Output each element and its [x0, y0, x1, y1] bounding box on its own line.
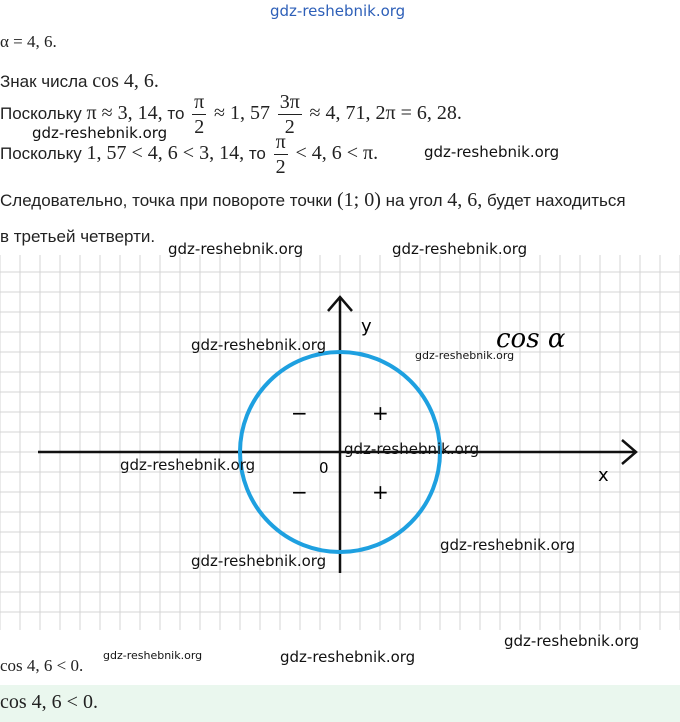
quadrant-4-sign: + [372, 480, 389, 504]
answer-text: cos 4, 6 < 0. [0, 691, 98, 713]
watermark: gdz-reshebnik.org [280, 648, 416, 666]
watermark: gdz-reshebnik.org [191, 336, 327, 354]
quadrant-1-sign: + [372, 401, 389, 425]
fraction-denominator: 2 [194, 116, 205, 138]
fraction-numerator: 3π [279, 91, 300, 113]
since-word: Поскольку [0, 143, 82, 163]
unit-circle-diagram [0, 255, 680, 630]
sign-label: Знак числа [0, 72, 88, 91]
pi-approx: π ≈ 3, 14, [86, 101, 163, 124]
watermark: gdz-reshebnik.org [32, 124, 168, 142]
sign-expr: cos 4, 6. [92, 70, 159, 92]
pi-over-two [274, 132, 288, 177]
pi-over-two [192, 92, 206, 137]
quadrant-2-sign: − [291, 401, 308, 425]
since-word: Поскольку [0, 103, 82, 123]
watermark: gdz-reshebnik.org [392, 240, 528, 258]
watermark: gdz-reshebnik.org [440, 536, 576, 554]
fraction-denominator: 2 [284, 116, 295, 138]
y-axis-label: y [361, 316, 372, 337]
fraction-denominator: 2 [275, 156, 286, 178]
function-label: cos α [496, 324, 566, 354]
alpha-line: α = 4, 6. [0, 32, 57, 51]
watermark-top: gdz-reshebnik.org [270, 2, 406, 20]
fraction-numerator: π [275, 131, 286, 153]
conclusion-text-a: Следовательно, точка при повороте точки [0, 191, 333, 210]
angle-value: 4, 6, [447, 189, 483, 211]
start-point: (1; 0) [337, 189, 381, 211]
approx-471: ≈ 4, 71, 2π = 6, 28. [309, 101, 462, 124]
origin-label: 0 [319, 459, 329, 477]
watermark: gdz-reshebnik.org [504, 632, 640, 650]
approx-157: ≈ 1, 57 [213, 101, 270, 124]
x-axis-label: x [598, 465, 609, 486]
conclusion-text-b: на угол [385, 191, 443, 210]
inequality-2: < 4, 6 < π. [295, 141, 379, 164]
answer-box [0, 685, 680, 722]
conclusion-text-c: будет находиться [487, 191, 626, 210]
result-line: cos 4, 6 < 0. [0, 656, 84, 675]
watermark: gdz-reshebnik.org [168, 240, 304, 258]
to-word: то [248, 143, 266, 163]
inequality-1: 1, 57 < 4, 6 < 3, 14, [86, 141, 245, 164]
watermark: gdz-reshebnik.org [415, 349, 515, 362]
watermark: gdz-reshebnik.org [344, 440, 480, 458]
sign-line [0, 70, 159, 93]
watermark: gdz-reshebnik.org [191, 552, 327, 570]
watermark: gdz-reshebnik.org [103, 649, 203, 662]
conclusion-line-1 [0, 189, 626, 212]
watermark: gdz-reshebnik.org [120, 456, 256, 474]
to-word: то [167, 103, 185, 123]
fraction-numerator: π [194, 91, 205, 113]
watermark: gdz-reshebnik.org [424, 143, 560, 161]
conclusion-line-2: в третьей четверти. [0, 227, 156, 246]
quadrant-3-sign: − [291, 480, 308, 504]
